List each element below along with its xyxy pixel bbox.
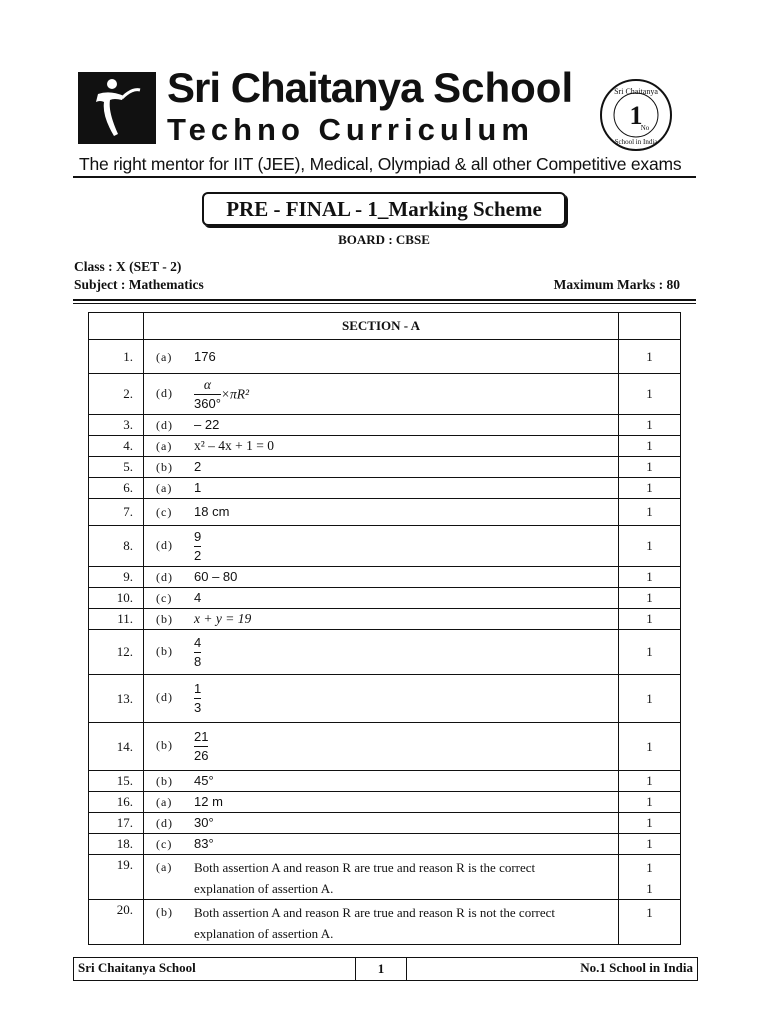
- answer-cell: [144, 415, 619, 436]
- answer-value: 18 cm: [194, 504, 230, 519]
- answer-cell: [144, 478, 619, 499]
- marks-value: 1: [619, 340, 681, 374]
- question-number: 4.: [89, 436, 144, 457]
- question-number: 12.: [89, 630, 144, 675]
- table-row: [89, 457, 681, 478]
- section-header-row: [89, 313, 681, 340]
- marks-value: 1: [619, 567, 681, 588]
- tagline: The right mentor for IIT (JEE), Medical, Olympiad & all other Competitive exams: [79, 154, 682, 174]
- header-blank-cell: [89, 313, 144, 340]
- answer-value: – 22: [194, 417, 220, 432]
- marks-value: 1: [619, 478, 681, 499]
- brand-subtitle: Techno Curriculum: [167, 112, 534, 147]
- answer-cell: [144, 813, 619, 834]
- answer-cell: [144, 675, 619, 723]
- question-number: 19.: [89, 855, 144, 900]
- question-number: 14.: [89, 723, 144, 771]
- footer-school-name: Sri Chaitanya School: [78, 960, 196, 975]
- marks-value: 1: [619, 630, 681, 675]
- question-number: 17.: [89, 813, 144, 834]
- subject-label: Subject : Mathematics: [74, 277, 204, 292]
- answer-option: (c): [156, 591, 173, 605]
- answer-option: (a): [156, 795, 173, 809]
- answer-option: (a): [156, 481, 173, 495]
- answer-value: 60 – 80: [194, 569, 238, 584]
- answer-fraction: $\frac{9}{2}$: [194, 528, 202, 563]
- question-number: 1.: [89, 340, 144, 374]
- page-number: 1: [355, 958, 407, 980]
- table-row: [89, 567, 681, 588]
- table-row: [89, 771, 681, 792]
- answer-fraction: $\frac{\alpha}{360^\circ}$: [194, 376, 221, 411]
- answer-text: Both assertion A and reason R are true and reason R is not the correct explanation of assertion A.: [194, 905, 556, 941]
- footer-slogan: No.1 School in India: [580, 960, 693, 975]
- marks-value: 1: [619, 900, 681, 945]
- table-row: [89, 609, 681, 630]
- answer-cell: [144, 723, 619, 771]
- marks-value: 1: [619, 436, 681, 457]
- table-row: [89, 855, 681, 900]
- question-number: 11.: [89, 609, 144, 630]
- answer-value: x + y = 19: [194, 611, 252, 626]
- answer-value: 1: [194, 480, 202, 495]
- question-number: 3.: [89, 415, 144, 436]
- answer-option: (b): [156, 643, 173, 658]
- marking-scheme-table: [88, 312, 681, 945]
- question-number: 20.: [89, 900, 144, 945]
- marks-value: 1: [619, 415, 681, 436]
- question-number: 5.: [89, 457, 144, 478]
- marks-value: 1: [619, 609, 681, 630]
- table-row: [89, 834, 681, 855]
- answer-cell: [144, 609, 619, 630]
- table-row: [89, 900, 681, 945]
- table-row: [89, 374, 681, 415]
- marks-value: 1: [619, 834, 681, 855]
- answer-option: (b): [156, 612, 173, 626]
- answer-fraction: $\frac{1}{3}$: [194, 681, 202, 715]
- header-rule: [73, 176, 696, 178]
- marks-value: 1: [619, 374, 681, 415]
- question-number: 15.: [89, 771, 144, 792]
- answer-cell: [144, 436, 619, 457]
- marks-value: 1: [619, 771, 681, 792]
- document-title: PRE - FINAL - 1_Marking Scheme: [202, 192, 566, 226]
- answer-option: (a): [156, 860, 173, 874]
- answer-cell: [144, 374, 619, 415]
- answer-value: 30°: [194, 815, 214, 830]
- answer-option: (b): [156, 460, 173, 474]
- table-row: [89, 675, 681, 723]
- table-row: [89, 340, 681, 374]
- table-row: [89, 478, 681, 499]
- answer-value: 12 m: [194, 794, 223, 809]
- seal-top-text: Sri Chaitanya: [614, 87, 658, 96]
- answer-cell: [144, 834, 619, 855]
- table-row: [89, 723, 681, 771]
- answer-option: (c): [156, 505, 173, 519]
- question-number: 6.: [89, 478, 144, 499]
- seal-number: 1: [629, 101, 643, 130]
- answer-cell: [144, 340, 619, 374]
- answer-option: (d): [156, 385, 173, 400]
- meta-rule-1: [73, 299, 696, 301]
- marks-value: 1 1: [619, 855, 681, 900]
- meta-rule-2: [73, 303, 696, 304]
- answer-option: (d): [156, 537, 173, 552]
- table-row: [89, 436, 681, 457]
- marks-value: 1: [619, 792, 681, 813]
- header: [75, 64, 695, 180]
- question-number: 7.: [89, 499, 144, 526]
- answer-cell: [144, 457, 619, 478]
- board-label: BOARD : CBSE: [338, 232, 430, 247]
- question-number: 9.: [89, 567, 144, 588]
- marks-value: 1: [619, 813, 681, 834]
- answer-formula-tail: ×πR²: [220, 386, 250, 401]
- question-number: 2.: [89, 374, 144, 415]
- answer-cell: [144, 855, 619, 900]
- answer-fraction: $\frac{21}{26}$: [194, 729, 209, 763]
- table-row: [89, 792, 681, 813]
- marks-value: 1: [619, 723, 681, 771]
- answer-cell: [144, 792, 619, 813]
- answer-cell: [144, 588, 619, 609]
- table-row: [89, 588, 681, 609]
- answer-cell: [144, 567, 619, 588]
- answer-cell: [144, 499, 619, 526]
- answer-option: (b): [156, 905, 173, 919]
- answer-option: (d): [156, 570, 173, 584]
- question-number: 8.: [89, 526, 144, 567]
- answer-cell: [144, 630, 619, 675]
- answer-value: 45°: [194, 773, 214, 788]
- marks-value: 1: [619, 457, 681, 478]
- answer-option: (b): [156, 738, 173, 753]
- answer-value: x² – 4x + 1 = 0: [194, 438, 275, 453]
- answer-option: (b): [156, 774, 173, 788]
- answer-cell: [144, 900, 619, 945]
- answer-option: (a): [156, 439, 173, 453]
- class-label: Class : X (SET - 2): [74, 259, 182, 274]
- answer-fraction: $\frac{4}{8}$: [194, 634, 202, 669]
- table-row: [89, 526, 681, 567]
- marks-value: 1: [619, 499, 681, 526]
- seal-no-text: No: [640, 124, 650, 132]
- answer-option: (c): [156, 837, 173, 851]
- section-title: SECTION - A: [144, 313, 619, 340]
- answer-text: Both assertion A and reason R are true and reason R is the correct explanation of assertion A.: [194, 860, 536, 896]
- answer-cell: [144, 526, 619, 567]
- answer-value: 4: [194, 590, 202, 605]
- answer-value: 2: [194, 459, 202, 474]
- marks-value: 1: [619, 588, 681, 609]
- answer-value: 83°: [194, 836, 214, 851]
- answer-option: (d): [156, 690, 173, 705]
- answer-cell: [144, 771, 619, 792]
- marks-value: 1: [619, 675, 681, 723]
- school-logo: [78, 72, 156, 144]
- answer-option: (a): [156, 349, 173, 364]
- page-footer: [73, 957, 698, 981]
- header-blank-cell: [619, 313, 681, 340]
- answer-option: (d): [156, 418, 173, 432]
- max-marks-label: Maximum Marks : 80: [553, 277, 680, 292]
- brand-name: Sri Chaitanya School: [167, 64, 574, 111]
- table-row: [89, 813, 681, 834]
- question-number: 16.: [89, 792, 144, 813]
- question-number: 13.: [89, 675, 144, 723]
- school-seal: [599, 78, 673, 152]
- question-number: 10.: [89, 588, 144, 609]
- table-row: [89, 415, 681, 436]
- marks-value: 1: [619, 526, 681, 567]
- answer-option: (d): [156, 816, 173, 830]
- seal-bottom-text: School in India: [614, 138, 658, 146]
- answer-value: 176: [194, 348, 216, 364]
- question-number: 18.: [89, 834, 144, 855]
- table-row: [89, 499, 681, 526]
- table-row: [89, 630, 681, 675]
